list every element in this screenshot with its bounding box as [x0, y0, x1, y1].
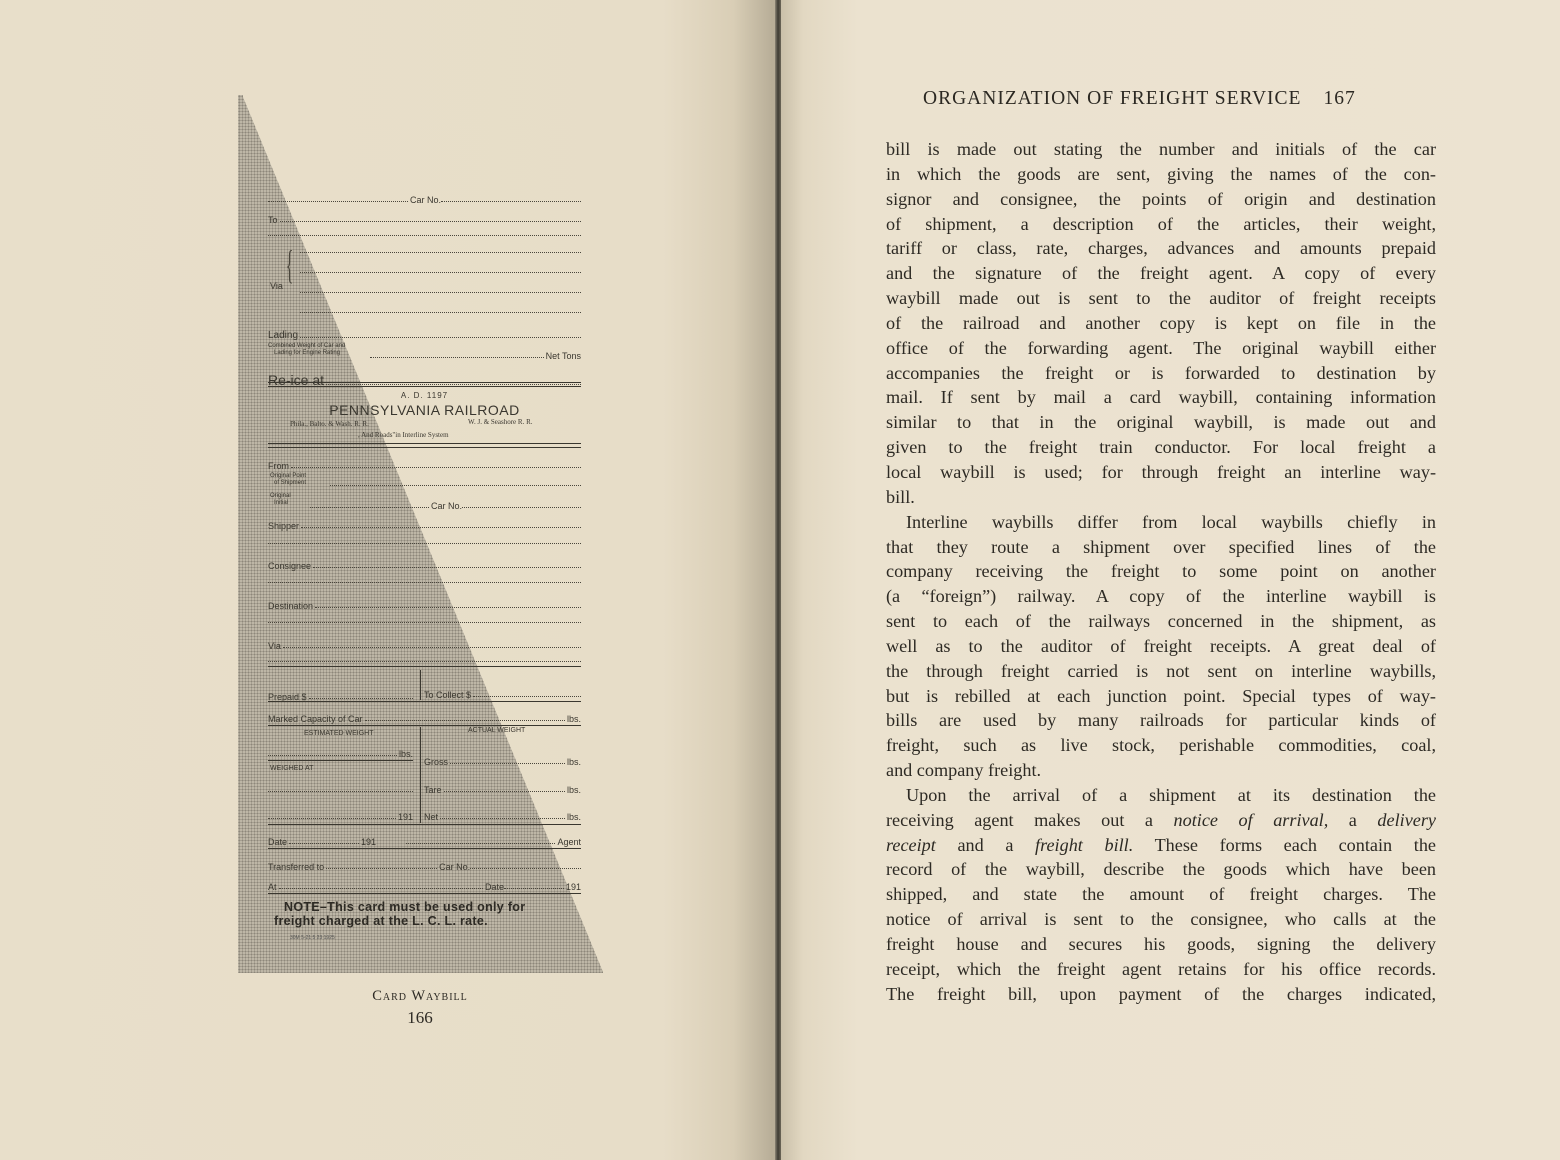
via-label-2: Via [268, 641, 281, 651]
rule [268, 824, 581, 825]
blank-line [268, 543, 581, 544]
text-line: sent to each of the railways concerned in the shipment, as [886, 611, 1436, 632]
via-label: Via [270, 281, 283, 291]
at-label: At [268, 882, 277, 892]
net-tons-label: Net Tons [545, 351, 581, 361]
shipper-row [268, 517, 581, 531]
text-line: office of the forwarding agent. The original waybill either [886, 337, 1436, 358]
to-label: To [268, 215, 278, 225]
affiliate-left: Phila., Balto. & Wash. R. R. [290, 420, 369, 428]
reice-label: Re-ice at [268, 372, 325, 388]
via-line-1 [300, 252, 581, 253]
text-line: receipt and a freight bill. These forms each contain the [886, 834, 1436, 855]
text-line: record of the waybill, describe the goods which have been [886, 859, 1436, 880]
rule [268, 848, 581, 849]
car-no-row [268, 191, 581, 205]
via-line-4 [300, 312, 581, 313]
left-page-number: 166 [407, 1008, 433, 1027]
combined-weight-label: Combined Weight of Car and Lading for Engine Rating [268, 343, 346, 356]
text-line: local waybill is used; for through freight an interline way- [886, 461, 1436, 482]
text-line: but is rebilled at each junction point. Special types of way- [886, 685, 1436, 706]
original-initial-label: Original Initial [270, 493, 291, 506]
right-page-number: 167 [1323, 88, 1356, 109]
marked-capacity-row: Marked Capacity of Car lbs. [268, 714, 581, 724]
paragraph-start-line: Interline waybills differ from local waybills chiefly in [906, 511, 1436, 532]
figure-caption: Card Waybill [372, 988, 468, 1004]
car-no-label: Car No. [410, 195, 442, 205]
company-name: PENNSYLVANIA RAILROAD [329, 402, 520, 418]
interline-note: , And Roads"in Interline System [358, 431, 449, 439]
card-note: NOTE–This card must be used only for freight charged at the L. C. L. rate. [274, 900, 526, 928]
italic-term: freight bill. [1035, 834, 1134, 855]
destination-label: Destination [268, 601, 314, 611]
text-line: freight house and secures his goods, signing the delivery [886, 934, 1436, 954]
date-label: Date [268, 837, 288, 847]
divider [420, 670, 421, 700]
shipper-label: Shipper [268, 521, 300, 531]
tare-row: Tare lbs. [424, 785, 581, 795]
to-collect-row [424, 686, 581, 700]
rule [268, 893, 581, 894]
weighed-date-row: 191 [268, 808, 413, 822]
consignee-label: Consignee [268, 561, 312, 571]
italic-term: notice of arrival, [1173, 809, 1329, 830]
via-row-2 [268, 637, 581, 651]
actual-weight-header: ACTUAL WEIGHT [468, 727, 526, 734]
text-line: and the signature of the freight agent. A copy of every [886, 263, 1436, 284]
text-line: bills are used by many railroads for particular kinds of [886, 710, 1436, 731]
lading-row [268, 327, 581, 341]
text-line: The freight bill, upon payment of the charges indicated, [886, 983, 1436, 1004]
rule [268, 701, 581, 702]
blank-line [268, 582, 581, 583]
text-line: company receiving the freight to some point on another [886, 561, 1436, 582]
text-line: (a “foreign”) railway. A copy of the interline waybill is [886, 586, 1436, 607]
text-line: the through freight carried is not sent on interline waybills, [886, 660, 1436, 681]
text-line: freight, such as live stock, perishable commodities, coal, [886, 735, 1436, 756]
book-spine [775, 0, 781, 1160]
to-row [268, 211, 581, 225]
from-row [268, 457, 581, 471]
consignee-row [268, 557, 581, 571]
body-text [886, 137, 1436, 1007]
original-point-line [330, 485, 581, 486]
text-line: of shipment, a description of the articles, their weight, [886, 213, 1436, 234]
italic-term: receipt [886, 834, 936, 855]
blank-line [268, 791, 413, 792]
rule [268, 760, 413, 761]
blank-line [268, 622, 581, 623]
agent-label: Agent [557, 837, 581, 847]
text-line: notice of arrival is sent to the consignee, who calls at the [886, 909, 1436, 930]
gross-row: Gross lbs. [424, 757, 581, 767]
affiliate-right: W. J. & Seashore R. R. [468, 418, 533, 426]
via-line-3 [300, 292, 581, 293]
text-line: bill. [886, 486, 915, 507]
estimated-weight-header: ESTIMATED WEIGHT [304, 730, 374, 737]
print-code: 30M 5-21 5 23 1925 [290, 935, 335, 941]
text-line: bill is made out stating the number and initials of the car [886, 139, 1436, 159]
text-line: shipped, and state the amount of freight charges. The [886, 884, 1436, 905]
prepaid-label: Prepaid $ [268, 692, 307, 702]
rule [268, 386, 581, 387]
tare-label: Tare [424, 785, 442, 795]
text-line: receipt, which the freight agent retains for his office records. [886, 958, 1436, 979]
net-tons-row [370, 347, 581, 361]
text-line: accompanies the freight or is forwarded to destination by [886, 362, 1436, 383]
destination-row [268, 597, 581, 611]
card-waybill-figure [238, 95, 603, 975]
text-line: and company freight. [886, 760, 1042, 781]
text-line: of the railroad and another copy is kept on file in the [886, 312, 1436, 333]
rule [268, 725, 581, 726]
rule [268, 443, 581, 444]
text-line: similar to that in the original waybill, is made out and [886, 412, 1436, 433]
via-brace: { [285, 242, 294, 287]
via-line-2 [300, 272, 581, 273]
waybill-form [238, 95, 603, 975]
text-line: in which the goods are sent, giving the names of the con- [886, 163, 1436, 184]
text-line: that they route a shipment over specified lines of the [886, 536, 1436, 557]
original-initial-row [310, 497, 581, 511]
prepaid-row [268, 688, 413, 702]
gross-label: Gross [424, 757, 449, 767]
italic-term: delivery [1377, 809, 1436, 830]
net-label: Net [424, 812, 439, 822]
text-line: given to the freight train conductor. For local freight a [886, 437, 1436, 458]
net-row: Net lbs. [424, 812, 581, 822]
estimated-lbs-row: lbs. [268, 745, 413, 759]
paragraph-start-line: Upon the arrival of a shipment at its destination the [906, 784, 1436, 805]
rule [268, 447, 581, 448]
lading-label: Lading [268, 330, 299, 341]
weighed-at-label: WEIGHED AT [270, 765, 314, 772]
rule [268, 666, 581, 667]
car-no-label-2: Car No. [431, 501, 463, 511]
original-point-label: Original Point of Shipment [270, 473, 307, 486]
transferred-to-label: Transferred to [268, 862, 325, 872]
text-line: receiving agent makes out a notice of arrival, a delivery [886, 809, 1436, 830]
text-line: well as to the auditor of freight receipts. A great deal of [886, 635, 1436, 656]
from-label: From [268, 461, 289, 471]
marked-capacity-label: Marked Capacity of Car [268, 714, 363, 724]
running-head [923, 88, 1356, 110]
running-head-title: ORGANIZATION OF FREIGHT SERVICE [923, 88, 1302, 109]
at-date-row: At Date 191 [268, 882, 581, 892]
text-line: tariff or class, rate, charges, advances and amounts prepaid [886, 238, 1436, 259]
text-line: signor and consignee, the points of origin and destination [886, 188, 1436, 209]
form-number: A. D. 1197 [400, 391, 449, 400]
text-line: mail. If sent by mail a card waybill, containing information [886, 387, 1436, 408]
date-agent-row: Date 191 Agent [268, 837, 581, 847]
to-collect-label: To Collect $ [424, 690, 472, 700]
divider [420, 727, 421, 823]
text-line: waybill made out is sent to the auditor of freight receipts [886, 288, 1436, 309]
blank-line [268, 235, 581, 236]
rule [268, 382, 581, 383]
transferred-row: Transferred to Car No. [268, 858, 581, 872]
blank-line [268, 661, 581, 662]
